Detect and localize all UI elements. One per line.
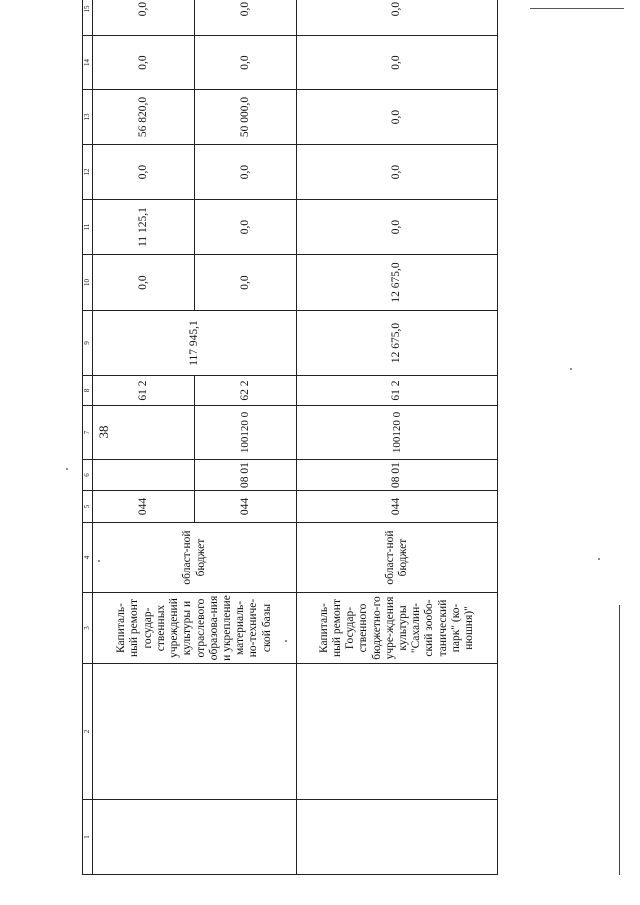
year-cell	[93, 200, 297, 255]
page-number: 38	[96, 425, 111, 439]
grbs-cell	[93, 491, 297, 523]
value: 0,0	[297, 36, 498, 90]
scan-artifact-line	[530, 8, 624, 9]
value: 0,0	[297, 0, 498, 36]
scan-artifact-line	[619, 605, 620, 875]
value: 0,0	[297, 90, 498, 145]
header-col-14: 14	[83, 36, 93, 90]
value: 0,0	[297, 200, 498, 255]
header-col-1: 1	[83, 800, 93, 875]
year-cell	[93, 145, 297, 200]
csr-cell	[93, 406, 297, 460]
scan-speck	[570, 368, 572, 370]
year-cell	[93, 36, 297, 90]
rotated-table-container	[82, 1, 498, 875]
grbs-value: 044	[297, 491, 498, 523]
budget-source: област-ной бюджет	[93, 523, 297, 593]
table-row	[93, 0, 297, 875]
table-row	[297, 0, 498, 875]
rz-value: 08 01	[239, 462, 252, 488]
header-col-3: 3	[83, 593, 93, 664]
header-col-6: 6	[83, 460, 93, 491]
budget-table	[82, 0, 498, 875]
rz-cell	[93, 460, 297, 491]
csr-value: 100120 0	[297, 406, 498, 460]
total-value: 117 945,1	[93, 311, 297, 376]
value: 0,0	[239, 275, 252, 290]
value: 0,0	[93, 145, 196, 199]
value: 0,0	[239, 1, 252, 17]
value: 56 820,0	[93, 90, 196, 144]
scan-speck	[598, 558, 600, 560]
header-col-8: 8	[83, 376, 93, 406]
grbs-value: 044	[93, 491, 196, 522]
value: 0,0	[239, 164, 252, 180]
value: 12 675,0	[297, 255, 498, 311]
vr-value: 61 2	[297, 376, 498, 406]
year-cell	[93, 255, 297, 311]
grbs-value: 044	[239, 497, 252, 516]
event-name: Капиталь-ный ремонт государ-ственных учреждений культуры и отраслевого образова-ния и укрепление материаль-но-техниче-ской базы	[93, 593, 297, 664]
scan-speck	[66, 468, 68, 470]
value: 0,0	[93, 0, 196, 35]
header-col-9: 9	[83, 311, 93, 376]
event-name: Капиталь-ный ремонт Государ-ственного бюджетно-го учре-ждения культуры "Сахалин-ский зообо-танический парк" (ко-нюшня)"	[297, 593, 498, 664]
value: 11 125,1	[93, 200, 196, 254]
year-cell	[93, 90, 297, 145]
header-col-15: 15	[83, 0, 93, 36]
budget-source: област-ной бюджет	[297, 523, 498, 593]
header-col-12: 12	[83, 145, 93, 200]
header-col-13: 13	[83, 90, 93, 145]
header-col-5: 5	[83, 491, 93, 523]
header-row	[83, 0, 93, 875]
vr-value: 62 2	[239, 380, 252, 401]
header-col-4: 4	[83, 523, 93, 593]
rz-value: 08 01	[297, 460, 498, 491]
value: 0,0	[93, 36, 196, 89]
vr-value: 61 2	[93, 376, 196, 405]
vr-cell	[93, 376, 297, 406]
header-col-7: 7	[83, 406, 93, 460]
header-col-2: 2	[83, 664, 93, 800]
value: 0,0	[93, 255, 196, 310]
csr-value: 100120 0	[239, 411, 252, 454]
header-col-10: 10	[83, 255, 93, 311]
value: 0,0	[239, 219, 252, 235]
header-col-11: 11	[83, 200, 93, 255]
value: 0,0	[297, 145, 498, 200]
value: 50 000,0	[239, 96, 252, 138]
year-cell	[93, 0, 297, 36]
value: 0,0	[239, 55, 252, 70]
total-value: 12 675,0	[297, 311, 498, 376]
